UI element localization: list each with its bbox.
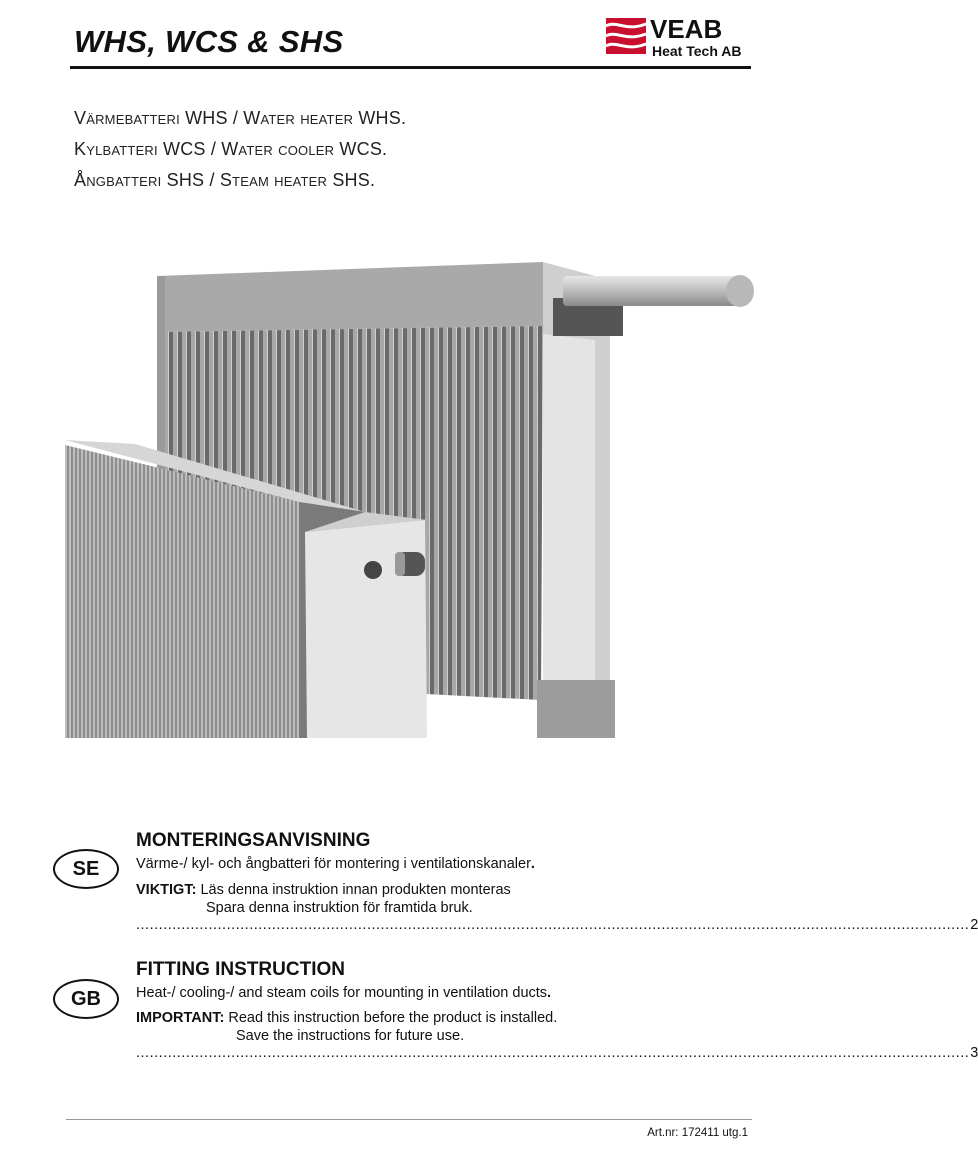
description-end-se: . [530,856,535,872]
toc-page-gb: 3 [970,1045,978,1061]
veab-logo [604,12,754,62]
toc-entry-gb[interactable] [136,1045,978,1061]
description-end-gb: . [547,985,552,1001]
subtitle-shs: Ångbatteri SHS / Steam heater SHS. [74,170,376,190]
subtitle-wcs: Kylbatteri WCS / Water cooler WCS. [74,139,388,159]
header-divider [70,66,751,69]
description-text-se: Värme-/ kyl- och ångbatteri för montering i ventilationskanaler [136,856,531,872]
toc-leader-gb: ........................................................................................................................................................................................ [136,1045,970,1061]
important-text1-gb: Read this instruction before the product is installed. [228,1010,558,1026]
language-badge-gb: GB [53,979,119,1019]
toc-page-se: 2 [970,917,978,933]
important-line2-gb: Save the instructions for future use. [236,1028,465,1044]
language-badge-se: SE [53,849,119,889]
footer-divider [66,1119,752,1120]
subtitle-whs: Värmebatteri WHS / Water heater WHS. [74,108,407,128]
toc-entry-se[interactable] [136,917,978,933]
document-title: WHS, WCS & SHS [74,24,344,59]
important-line2-se: Spara denna instruktion för framtida bruk. [206,900,473,916]
important-text1-se: Läs denna instruktion innan produkten monteras [200,882,511,898]
toc-leader-se: ........................................................................................................................................................................................ [136,917,970,933]
product-photo [65,240,755,738]
section-title-gb: FITTING INSTRUCTION [136,959,345,980]
logo-subtitle: Heat Tech AB [652,43,742,59]
logo-brand: VEAB [650,14,723,44]
important-line1-se [136,882,511,898]
logo-mark-icon [606,18,646,54]
section-description-gb [136,985,551,1001]
important-label-gb: IMPORTANT: [136,1010,225,1026]
article-number: Art.nr: 172411 utg.1 [647,1127,748,1139]
description-text-gb: Heat-/ cooling-/ and steam coils for mounting in ventilation ducts [136,985,548,1001]
important-label-se: VIKTIGT: [136,882,197,898]
important-line1-gb [136,1010,557,1026]
section-description-se [136,856,535,872]
section-title-se: MONTERINGSANVISNING [136,830,371,851]
